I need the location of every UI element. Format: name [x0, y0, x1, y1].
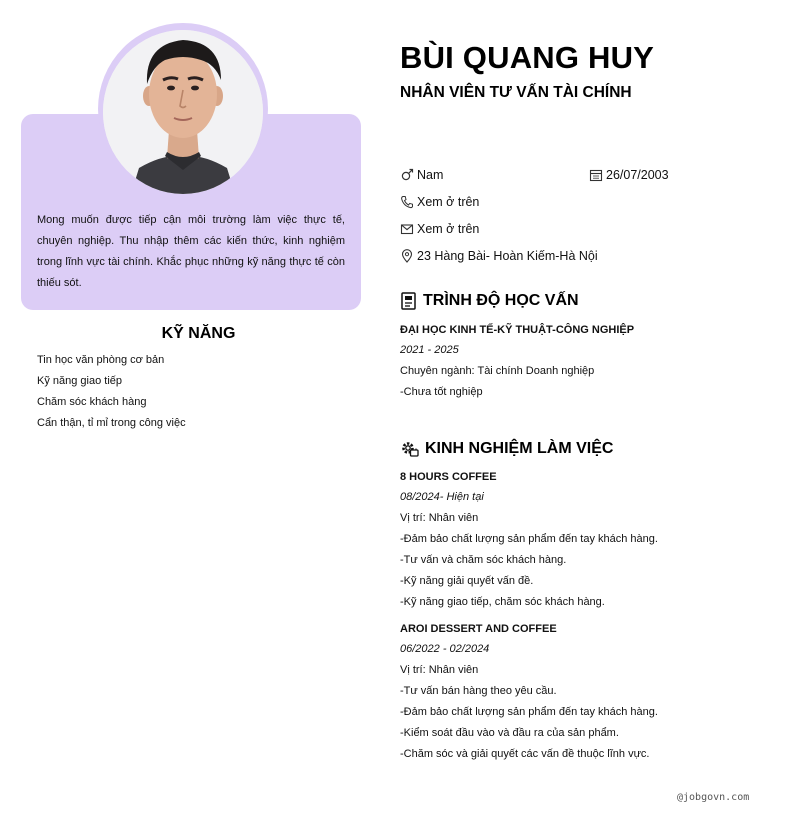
- avatar: [103, 30, 263, 194]
- phone-row: [400, 195, 479, 209]
- job-block: [400, 469, 658, 613]
- email-value: Xem ở trên: [417, 222, 480, 236]
- school-name: ĐẠI HỌC KINH TẾ-KỸ THUẬT-CÔNG NGHIỆP: [400, 324, 635, 336]
- calendar-icon: [589, 168, 603, 182]
- email-row: [400, 222, 479, 236]
- job-line: -Kỹ năng giải quyết vấn đề.: [400, 575, 534, 587]
- job-line: -Đảm bảo chất lượng sản phẩm đến tay khách hàng.: [400, 533, 658, 545]
- education-heading: [400, 292, 579, 310]
- skill-item: Cẩn thận, tỉ mỉ trong công việc: [37, 417, 186, 429]
- location-pin-icon: [400, 249, 414, 263]
- email-icon: [400, 222, 414, 236]
- job-line: -Đảm bảo chất lượng sản phẩm đến tay khách hàng.: [400, 706, 658, 718]
- phone-icon: [400, 195, 414, 209]
- gender-row: [400, 168, 443, 182]
- job-line: -Chăm sóc và giải quyết các vấn đề thuộc lĩnh vực.: [400, 748, 650, 760]
- gender-value: Nam: [417, 168, 444, 182]
- phone-value: Xem ở trên: [417, 195, 480, 209]
- skill-item: Tin học văn phòng cơ bản: [37, 354, 165, 366]
- education-icon: [400, 292, 417, 310]
- job-line: Vị trí: Nhân viên: [400, 664, 479, 676]
- job-line: -Kỹ năng giao tiếp, chăm sóc khách hàng.: [400, 596, 605, 608]
- skill-item: Chăm sóc khách hàng: [37, 396, 147, 408]
- avatar-portrait: [103, 30, 263, 194]
- education-title: TRÌNH ĐỘ HỌC VẤN: [423, 292, 579, 309]
- job-line: -Kiểm soát đầu vào và đầu ra của sản phẩm.: [400, 727, 619, 739]
- education-period: 2021 - 2025: [400, 344, 459, 356]
- career-objective: Mong muốn được tiếp cận môi trường làm việc thực tế, chuyên nghiệp. Thu nhập thêm các kiến thức, kinh nghiệm trong lĩnh vực tài chính. Khắc phục những kỹ năng thực tế còn thiếu sót.: [37, 214, 345, 289]
- company-name: AROI DESSERT AND COFFEE: [400, 623, 557, 635]
- education-line: -Chưa tốt nghiệp: [400, 386, 483, 398]
- job-line: -Tư vấn bán hàng theo yêu cầu.: [400, 685, 557, 697]
- experience-title: KINH NGHIỆM LÀM VIỆC: [425, 439, 614, 457]
- education-block: [400, 322, 634, 403]
- education-line: Chuyên ngành: Tài chính Doanh nghiệp: [400, 365, 595, 377]
- job-line: -Tư vấn và chăm sóc khách hàng.: [400, 554, 567, 566]
- watermark: @jobgovn.com: [677, 792, 750, 803]
- address-value: 23 Hàng Bài- Hoàn Kiếm-Hà Nội: [417, 249, 598, 263]
- birthday-row: [589, 168, 669, 182]
- job-title: NHÂN VIÊN TƯ VẤN TÀI CHÍNH: [400, 84, 632, 101]
- address-row: [400, 249, 598, 263]
- job-period: 08/2024- Hiện tại: [400, 491, 484, 503]
- experience-gear-icon: [400, 439, 419, 458]
- job-block: [400, 621, 658, 765]
- job-period: 06/2022 - 02/2024: [400, 643, 490, 655]
- skills-list: [37, 350, 186, 434]
- skills-heading: KỸ NĂNG: [161, 325, 236, 342]
- company-name: 8 HOURS COFFEE: [400, 471, 497, 483]
- birthday-value: 26/07/2003: [606, 168, 669, 182]
- skill-item: Kỹ năng giao tiếp: [37, 375, 123, 387]
- gender-icon: [400, 168, 414, 182]
- job-line: Vị trí: Nhân viên: [400, 512, 479, 524]
- experience-heading: [400, 439, 613, 458]
- candidate-name: BÙI QUANG HUY: [400, 40, 655, 75]
